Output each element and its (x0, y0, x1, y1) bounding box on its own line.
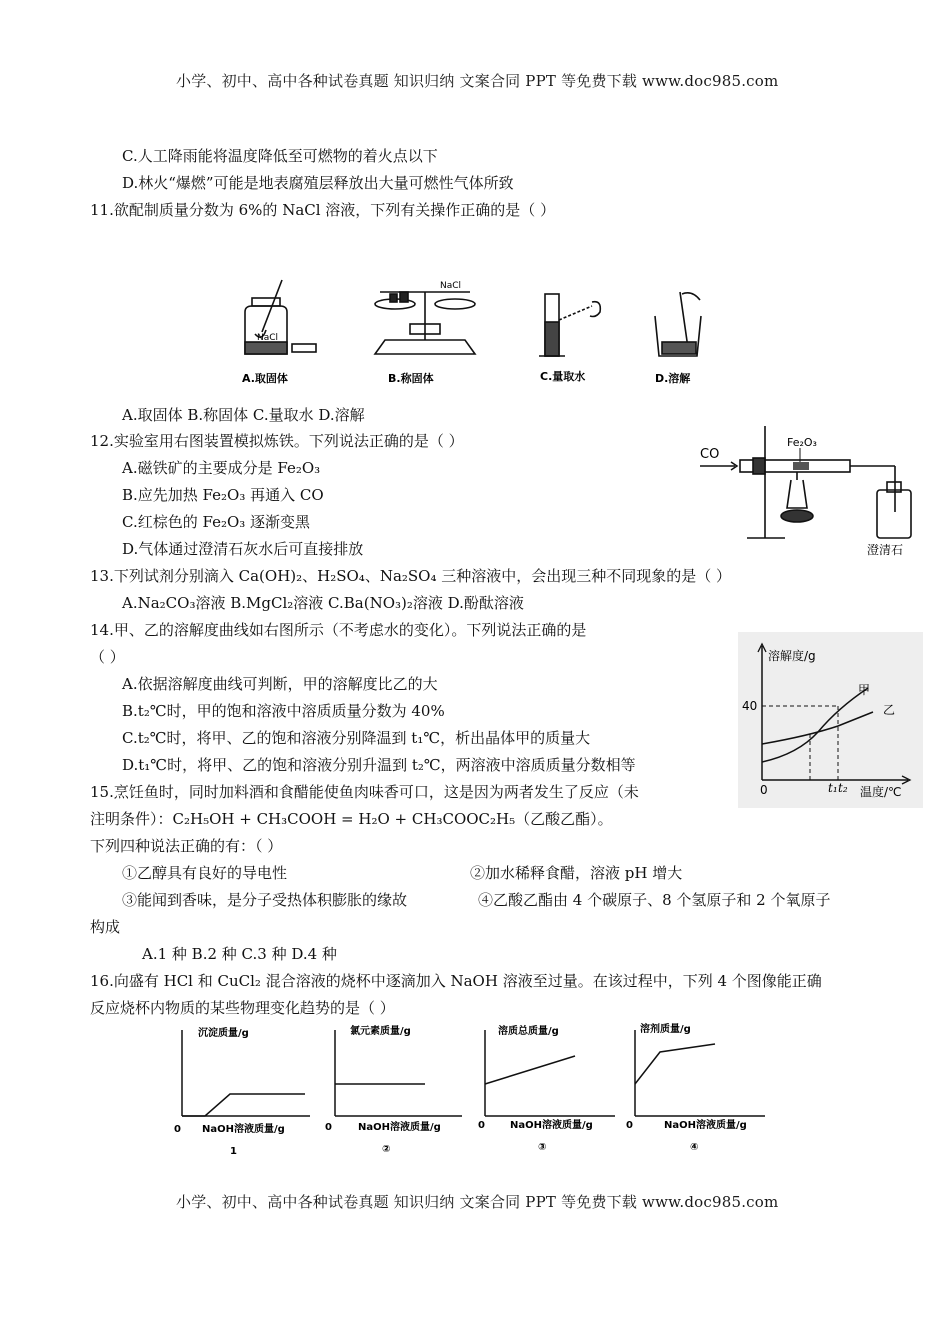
q12-option-c: C.红棕色的 Fe₂O₃ 逐渐变黑 (122, 513, 311, 531)
fig-nacl-label: NaCl (257, 333, 279, 343)
q16-graphs (170, 1022, 770, 1158)
q15-s4-cont: 构成 (90, 918, 121, 936)
fig-cap-c: C.量取水 (540, 370, 586, 383)
q11-stem: 11.欲配制质量分数为 6%的 NaCl 溶液，下列有关操作正确的是（ ） (90, 201, 556, 219)
q14-option-a: A.依据溶解度曲线可判断，甲的溶解度比乙的大 (122, 675, 438, 693)
q15-s2: ②加水稀释食醋，溶液 pH 增大 (470, 864, 683, 882)
balance-icon (375, 292, 475, 354)
fig-nacl-label-2: NaCl (440, 281, 462, 291)
beaker-icon (655, 292, 701, 356)
graph-2 (335, 1030, 462, 1116)
graph-y40: 40 (742, 699, 758, 713)
q14-option-c: C.t₂℃时，将甲、乙的饱和溶液分别降温到 t₁℃，析出晶体甲的质量大 (122, 729, 591, 747)
graph-t1: t₁ (828, 781, 838, 795)
g1-origin: 0 (174, 1124, 181, 1135)
g1-num: 1 (230, 1146, 237, 1157)
jar-spoon-icon (245, 280, 316, 354)
fe2o3-sample (793, 462, 809, 470)
q15-options: A.1 种 B.2 种 C.3 种 D.4 种 (142, 945, 337, 963)
graph-xlabel: 温度/℃ (860, 785, 902, 799)
q13-options: A.Na₂CO₃溶液 B.MgCl₂溶液 C.Ba(NO₃)₂溶液 D.酚酞溶液 (122, 594, 524, 612)
fig-cap-d: D.溶解 (655, 372, 691, 385)
fig-cap-a: A.取固体 (242, 372, 288, 385)
page-header: 小学、初中、高中各种试卷真题 知识归纳 文案合同 PPT 等免费下载 www.doc985.com (176, 72, 779, 90)
g4-num: ④ (690, 1142, 699, 1153)
q15-s1: ①乙醇具有良好的导电性 (122, 864, 288, 882)
q16-stem-2: 反应烧杯内物质的某些物理变化趋势的是（ ） (90, 999, 395, 1017)
q14-option-d: D.t₁℃时，将甲、乙的饱和溶液分别升温到 t₂℃，两溶液中溶质质量分数相等 (122, 756, 636, 774)
q12-iron-smelting-apparatus (695, 420, 935, 560)
cylinder-icon (539, 294, 600, 356)
q12-option-a: A.磁铁矿的主要成分是 Fe₂O₃ (122, 459, 321, 477)
q11-operation-figures (230, 272, 730, 390)
q10-option-c: C.人工降雨能将温度降低至可燃物的着火点以下 (122, 147, 438, 165)
graph-4 (635, 1030, 765, 1116)
page-footer: 小学、初中、高中各种试卷真题 知识归纳 文案合同 PPT 等免费下载 www.doc985.com (176, 1193, 779, 1211)
fig-fe2o3-label: Fe₂O₃ (787, 436, 817, 449)
graph-3 (485, 1030, 615, 1116)
q15-s3: ③能闻到香味，是分子受热体积膨胀的缘故 (122, 891, 408, 909)
fig-limewater-label: 澄清石 (867, 543, 904, 557)
q10-option-d: D.林火“爆燃”可能是地表腐殖层释放出大量可燃性气体所致 (122, 174, 514, 192)
graph-1 (182, 1030, 310, 1116)
q15-stem-2: 注明条件）：C₂H₅OH + CH₃COOH = H₂O + CH₃COOC₂H₅（乙酸乙酯）。 (90, 810, 613, 828)
g2-origin: 0 (325, 1122, 332, 1133)
q14-stem: 14.甲、乙的溶解度曲线如右图所示（不考虑水的变化）。下列说法正确的是 (90, 621, 587, 639)
g4-xlabel: NaOH溶液质量/g (664, 1120, 747, 1131)
graph-t2: t₂ (838, 781, 848, 795)
g3-num: ③ (538, 1142, 547, 1153)
g3-ylabel: 溶质总质量/g (498, 1026, 559, 1037)
q16-stem: 16.向盛有 HCl 和 CuCl₂ 混合溶液的烧杯中逐滴加入 NaOH 溶液至过量。在该过程中，下列 4 个图像能正确 (90, 972, 822, 990)
g1-xlabel: NaOH溶液质量/g (202, 1124, 285, 1135)
q14-stem-paren: （ ） (90, 648, 125, 666)
g1-ylabel: 沉淀质量/g (198, 1028, 249, 1039)
q15-sub: 下列四种说法正确的有：（ ） (90, 837, 283, 855)
q14-option-b: B.t₂℃时，甲的饱和溶液中溶质质量分数为 40% (122, 702, 445, 720)
g4-origin: 0 (626, 1120, 633, 1131)
q12-stem: 12.实验室用右图装置模拟炼铁。下列说法正确的是（ ） (90, 432, 464, 450)
graph-yi: 乙 (883, 703, 896, 717)
q11-options: A.取固体 B.称固体 C.量取水 D.溶解 (122, 406, 365, 424)
g3-origin: 0 (478, 1120, 485, 1131)
q15-s4: ④乙酸乙酯由 4 个碳原子、8 个氢原子和 2 个氧原子 (478, 891, 831, 909)
q13-stem: 13.下列试剂分别滴入 Ca(OH)₂、H₂SO₄、Na₂SO₄ 三种溶液中，会出现三种不同现象的是（ ） (90, 567, 732, 585)
q12-option-d: D.气体通过澄清石灰水后可直接排放 (122, 540, 364, 558)
graph-jia: 甲 (858, 683, 871, 697)
g2-num: ② (382, 1144, 391, 1155)
graph-ylabel: 溶解度/g (768, 649, 816, 663)
graph-origin: 0 (760, 783, 768, 797)
g4-ylabel: 溶剂质量/g (640, 1024, 691, 1035)
g2-xlabel: NaOH溶液质量/g (358, 1122, 441, 1133)
fig-cap-b: B.称固体 (388, 372, 434, 385)
q14-solubility-graph (738, 632, 923, 808)
q12-option-b: B.应先加热 Fe₂O₃ 再通入 CO (122, 486, 324, 504)
g2-ylabel: 氯元素质量/g (350, 1026, 411, 1037)
g3-xlabel: NaOH溶液质量/g (510, 1120, 593, 1131)
fig-co-label: CO (700, 447, 720, 462)
q15-stem: 15.烹饪鱼时，同时加料酒和食醋能使鱼肉味香可口，这是因为两者发生了反应（未 (90, 783, 639, 801)
